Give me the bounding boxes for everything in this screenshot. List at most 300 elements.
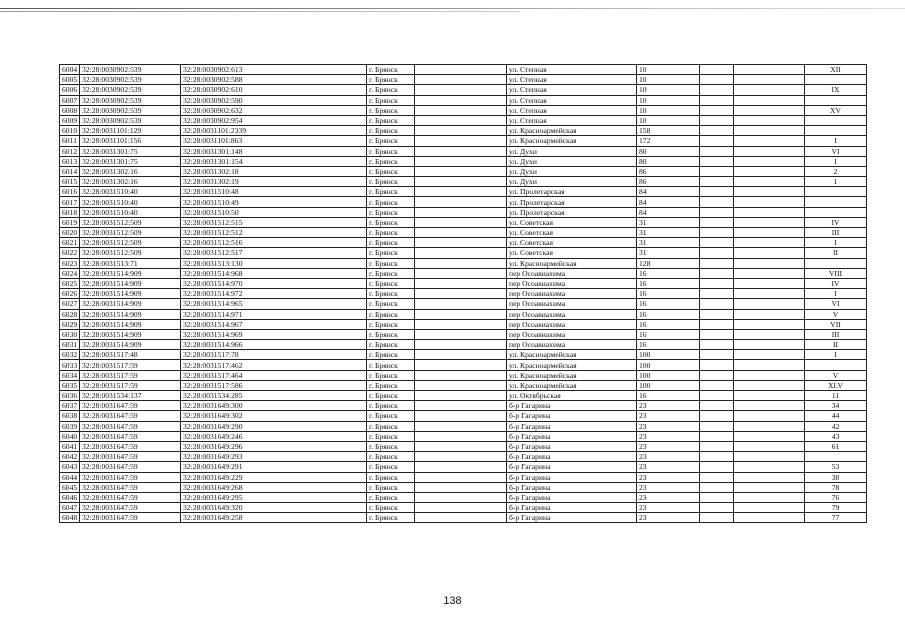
cadastral-number-cell: 32:28:0031514:971 [181,309,367,319]
parent-cadastral-cell: 32:28:0031514:909 [80,289,181,299]
parent-cadastral-cell: 32:28:0031647:59 [80,441,181,451]
premises-number-cell: I [805,289,867,299]
premises-number-cell [805,207,867,217]
row-number-cell: 6017 [60,197,80,207]
empty-cell [700,268,734,278]
empty-cell [734,289,805,299]
empty-cell [415,146,507,156]
cadastral-number-cell: 32:28:0031534:285 [181,391,367,401]
empty-cell [700,136,734,146]
city-cell: г. Брянск [367,289,415,299]
row-number-cell: 6015 [60,177,80,187]
empty-cell [415,391,507,401]
house-number-cell: 23 [637,411,700,421]
city-cell: г. Брянск [367,503,415,513]
house-number-cell: 31 [637,248,700,258]
row-number-cell: 6024 [60,268,80,278]
house-number-cell: 86 [637,166,700,176]
row-number-cell: 6037 [60,401,80,411]
house-number-cell: 10 [637,115,700,125]
house-number-cell: 16 [637,278,700,288]
parent-cadastral-cell: 32:28:0031101:129 [80,126,181,136]
empty-cell [700,391,734,401]
city-cell: г. Брянск [367,126,415,136]
house-number-cell: 23 [637,452,700,462]
parent-cadastral-cell: 32:28:0031514:909 [80,299,181,309]
table-row [60,360,867,370]
cadastral-number-cell: 32:28:0031514:965 [181,299,367,309]
empty-cell [700,105,734,115]
table-row [60,228,867,238]
premises-number-cell: IX [805,85,867,95]
table-row [60,197,867,207]
empty-cell [415,197,507,207]
table-row [60,126,867,136]
table-row [60,441,867,451]
street-cell: ул. Степная [507,95,637,105]
parent-cadastral-cell: 32:28:0031647:59 [80,452,181,462]
empty-cell [415,380,507,390]
cadastral-number-cell: 32:28:0030902:613 [181,65,367,75]
row-number-cell: 6039 [60,421,80,431]
premises-number-cell: 1 [805,177,867,187]
house-number-cell: 16 [637,391,700,401]
empty-cell [734,503,805,513]
city-cell: г. Брянск [367,360,415,370]
row-number-cell: 6022 [60,248,80,258]
table-row [60,105,867,115]
empty-cell [700,421,734,431]
row-number-cell: 6042 [60,452,80,462]
cadastral-number-cell: 32:28:0031512:512 [181,228,367,238]
house-number-cell: 100 [637,350,700,360]
parent-cadastral-cell: 32:28:0031647:59 [80,482,181,492]
row-number-cell: 6036 [60,391,80,401]
row-number-cell: 6014 [60,166,80,176]
parent-cadastral-cell: 32:28:0031101:156 [80,136,181,146]
empty-cell [700,319,734,329]
street-cell: пер Осоавиахима [507,329,637,339]
row-number-cell: 6008 [60,105,80,115]
row-number-cell: 6018 [60,207,80,217]
city-cell: г. Брянск [367,278,415,288]
empty-cell [734,401,805,411]
city-cell: г. Брянск [367,136,415,146]
empty-cell [700,401,734,411]
street-cell: ул. Пролетарская [507,187,637,197]
house-number-cell: 23 [637,492,700,502]
city-cell: г. Брянск [367,380,415,390]
parent-cadastral-cell: 32:28:0031513:71 [80,258,181,268]
street-cell: ул. Красноармейская [507,350,637,360]
table-row [60,452,867,462]
city-cell: г. Брянск [367,166,415,176]
parent-cadastral-cell: 32:28:0030902:539 [80,65,181,75]
street-cell: ул. Степная [507,75,637,85]
premises-number-cell: 2 [805,166,867,176]
empty-cell [734,370,805,380]
street-cell: ул. Духи [507,146,637,156]
empty-cell [415,421,507,431]
street-cell: ул. Духи [507,156,637,166]
empty-cell [700,299,734,309]
empty-cell [415,513,507,523]
parent-cadastral-cell: 32:28:0031302:16 [80,166,181,176]
cadastral-number-cell: 32:28:0031514:968 [181,268,367,278]
table-row [60,207,867,217]
premises-number-cell [805,452,867,462]
premises-number-cell: XV [805,105,867,115]
table-row [60,431,867,441]
cadastral-number-cell: 32:28:0031649:290 [181,421,367,431]
table-row [60,309,867,319]
premises-number-cell [805,95,867,105]
row-number-cell: 6035 [60,380,80,390]
premises-number-cell [805,187,867,197]
table-row [60,421,867,431]
house-number-cell: 23 [637,441,700,451]
city-cell: г. Брянск [367,268,415,278]
empty-cell [700,217,734,227]
empty-cell [700,126,734,136]
street-cell: ул. Советская [507,228,637,238]
row-number-cell: 6006 [60,85,80,95]
empty-cell [734,278,805,288]
street-cell: б-р Гагарина [507,472,637,482]
street-cell: ул. Степная [507,105,637,115]
empty-cell [734,126,805,136]
table-row [60,380,867,390]
empty-cell [734,391,805,401]
street-cell: пер Осоавиахима [507,268,637,278]
parent-cadastral-cell: 32:28:0031647:59 [80,421,181,431]
premises-number-cell: 44 [805,411,867,421]
table-row [60,329,867,339]
row-number-cell: 6021 [60,238,80,248]
house-number-cell: 16 [637,299,700,309]
empty-cell [734,146,805,156]
street-cell: ул. Красноармейская [507,126,637,136]
empty-cell [415,431,507,441]
city-cell: г. Брянск [367,452,415,462]
empty-cell [700,95,734,105]
table-row [60,156,867,166]
empty-cell [700,248,734,258]
cadastral-number-cell: 32:28:0031649:246 [181,431,367,441]
street-cell: б-р Гагарина [507,401,637,411]
empty-cell [734,238,805,248]
table-row [60,401,867,411]
empty-cell [415,166,507,176]
house-number-cell: 10 [637,85,700,95]
row-number-cell: 6040 [60,431,80,441]
table-row [60,319,867,329]
table-row [60,75,867,85]
parent-cadastral-cell: 32:28:0031512:509 [80,217,181,227]
house-number-cell: 86 [637,177,700,187]
cadastral-number-cell: 32:28:0031649:258 [181,513,367,523]
house-number-cell: 23 [637,401,700,411]
empty-cell [700,289,734,299]
street-cell: пер Осоавиахима [507,278,637,288]
premises-number-cell: I [805,156,867,166]
parent-cadastral-cell: 32:28:0031534:137 [80,391,181,401]
empty-cell [700,75,734,85]
empty-cell [734,513,805,523]
cadastral-number-cell: 32:28:0031514:972 [181,289,367,299]
row-number-cell: 6020 [60,228,80,238]
city-cell: г. Брянск [367,177,415,187]
table-row [60,95,867,105]
cadastral-number-cell: 32:28:0031510:48 [181,187,367,197]
table-row [60,299,867,309]
house-number-cell: 31 [637,217,700,227]
cadastral-number-cell: 32:28:0030902:954 [181,115,367,125]
empty-cell [700,238,734,248]
empty-cell [415,217,507,227]
cadastral-number-cell: 32:28:0030902:632 [181,105,367,115]
city-cell: г. Брянск [367,441,415,451]
empty-cell [415,85,507,95]
parent-cadastral-cell: 32:28:0031512:509 [80,238,181,248]
parent-cadastral-cell: 32:28:0031514:909 [80,329,181,339]
cadastral-number-cell: 32:28:0031302:18 [181,166,367,176]
empty-cell [734,166,805,176]
parent-cadastral-cell: 32:28:0031647:59 [80,401,181,411]
empty-cell [734,75,805,85]
house-number-cell: 16 [637,289,700,299]
street-cell: ул. Духи [507,177,637,187]
street-cell: б-р Гагарина [507,441,637,451]
premises-number-cell: 61 [805,441,867,451]
row-number-cell: 6012 [60,146,80,156]
city-cell: г. Брянск [367,350,415,360]
empty-cell [415,309,507,319]
house-number-cell: 31 [637,238,700,248]
row-number-cell: 6045 [60,482,80,492]
empty-cell [415,228,507,238]
cadastral-number-cell: 32:28:0031510:49 [181,197,367,207]
table-row [60,391,867,401]
table-row [60,462,867,472]
parent-cadastral-cell: 32:28:0031510:40 [80,197,181,207]
parent-cadastral-cell: 32:28:0031647:59 [80,411,181,421]
empty-cell [734,207,805,217]
row-number-cell: 6047 [60,503,80,513]
empty-cell [700,380,734,390]
empty-cell [734,350,805,360]
cadastral-number-cell: 32:28:0031302:19 [181,177,367,187]
empty-cell [734,360,805,370]
empty-cell [734,85,805,95]
empty-cell [700,340,734,350]
street-cell: ул. Пролетарская [507,197,637,207]
empty-cell [734,431,805,441]
premises-number-cell: V [805,370,867,380]
cadastral-number-cell: 32:28:0031510:50 [181,207,367,217]
parent-cadastral-cell: 32:28:0031517:59 [80,380,181,390]
table-row [60,187,867,197]
street-cell: б-р Гагарина [507,421,637,431]
cadastral-number-cell: 32:28:0031517:78 [181,350,367,360]
empty-cell [734,421,805,431]
city-cell: г. Брянск [367,492,415,502]
cadastral-number-cell: 32:28:0031517:586 [181,380,367,390]
empty-cell [415,105,507,115]
parent-cadastral-cell: 32:28:0030902:539 [80,85,181,95]
empty-cell [734,482,805,492]
row-number-cell: 6007 [60,95,80,105]
cadastral-number-cell: 32:28:0030902:590 [181,95,367,105]
street-cell: б-р Гагарина [507,513,637,523]
empty-cell [700,370,734,380]
house-number-cell: 16 [637,309,700,319]
parent-cadastral-cell: 32:28:0031647:59 [80,462,181,472]
table-row [60,177,867,187]
house-number-cell: 23 [637,462,700,472]
empty-cell [734,319,805,329]
street-cell: б-р Гагарина [507,503,637,513]
empty-cell [415,258,507,268]
empty-cell [415,462,507,472]
city-cell: г. Брянск [367,238,415,248]
parent-cadastral-cell: 32:28:0031517:48 [80,350,181,360]
empty-cell [415,187,507,197]
property-registry-table [59,64,867,523]
table-row [60,258,867,268]
empty-cell [415,482,507,492]
city-cell: г. Брянск [367,391,415,401]
city-cell: г. Брянск [367,197,415,207]
table-row [60,238,867,248]
empty-cell [415,95,507,105]
table-row [60,411,867,421]
table-row [60,65,867,75]
empty-cell [734,115,805,125]
house-number-cell: 10 [637,95,700,105]
street-cell: б-р Гагарина [507,492,637,502]
table-row [60,370,867,380]
premises-number-cell: VIII [805,268,867,278]
premises-number-cell [805,115,867,125]
cadastral-number-cell: 32:28:0031649:300 [181,401,367,411]
premises-number-cell: 77 [805,513,867,523]
cadastral-number-cell: 32:28:0031514:967 [181,319,367,329]
city-cell: г. Брянск [367,187,415,197]
empty-cell [734,462,805,472]
row-number-cell: 6009 [60,115,80,125]
row-number-cell: 6038 [60,411,80,421]
row-number-cell: 6043 [60,462,80,472]
parent-cadastral-cell: 32:28:0031514:909 [80,340,181,350]
empty-cell [700,228,734,238]
empty-cell [700,197,734,207]
empty-cell [700,329,734,339]
empty-cell [415,441,507,451]
empty-cell [700,503,734,513]
table-row [60,482,867,492]
premises-number-cell: III [805,228,867,238]
parent-cadastral-cell: 32:28:0031514:909 [80,268,181,278]
house-number-cell: 23 [637,503,700,513]
house-number-cell: 128 [637,258,700,268]
row-number-cell: 6025 [60,278,80,288]
table-row [60,278,867,288]
house-number-cell: 10 [637,75,700,85]
parent-cadastral-cell: 32:28:0031517:59 [80,360,181,370]
empty-cell [415,319,507,329]
parent-cadastral-cell: 32:28:0031647:59 [80,513,181,523]
premises-number-cell: VI [805,146,867,156]
empty-cell [700,411,734,421]
empty-cell [415,268,507,278]
city-cell: г. Брянск [367,146,415,156]
cadastral-number-cell: 32:28:0031649:293 [181,452,367,462]
row-number-cell: 6046 [60,492,80,502]
street-cell: ул. Красноармейская [507,380,637,390]
empty-cell [734,248,805,258]
empty-cell [415,503,507,513]
street-cell: ул. Степная [507,85,637,95]
city-cell: г. Брянск [367,85,415,95]
premises-number-cell: 38 [805,472,867,482]
empty-cell [700,309,734,319]
empty-cell [700,360,734,370]
empty-cell [734,228,805,238]
empty-cell [415,370,507,380]
parent-cadastral-cell: 32:28:0031512:509 [80,228,181,238]
cadastral-number-cell: 32:28:0031101:863 [181,136,367,146]
empty-cell [415,248,507,258]
street-cell: б-р Гагарина [507,462,637,472]
empty-cell [415,238,507,248]
parent-cadastral-cell: 32:28:0031514:909 [80,309,181,319]
cadastral-number-cell: 32:28:0031649:320 [181,503,367,513]
cadastral-number-cell: 32:28:0031517:462 [181,360,367,370]
city-cell: г. Брянск [367,401,415,411]
premises-number-cell [805,258,867,268]
street-cell: ул. Пролетарская [507,207,637,217]
premises-number-cell: IV [805,278,867,288]
empty-cell [415,411,507,421]
row-number-cell: 6048 [60,513,80,523]
table-row [60,513,867,523]
cadastral-number-cell: 32:28:0031301:154 [181,156,367,166]
row-number-cell: 6004 [60,65,80,75]
empty-cell [734,136,805,146]
premises-number-cell: III [805,329,867,339]
house-number-cell: 23 [637,472,700,482]
empty-cell [415,360,507,370]
empty-cell [734,65,805,75]
empty-cell [734,258,805,268]
house-number-cell: 16 [637,329,700,339]
empty-cell [700,492,734,502]
street-cell: ул. Степная [507,65,637,75]
empty-cell [415,492,507,502]
premises-number-cell: V [805,309,867,319]
row-number-cell: 6034 [60,370,80,380]
empty-cell [415,126,507,136]
empty-cell [734,217,805,227]
empty-cell [700,441,734,451]
table-row [60,85,867,95]
street-cell: ул. Красноармейская [507,360,637,370]
empty-cell [700,472,734,482]
house-number-cell: 80 [637,146,700,156]
street-cell: ул. Степная [507,115,637,125]
row-number-cell: 6026 [60,289,80,299]
